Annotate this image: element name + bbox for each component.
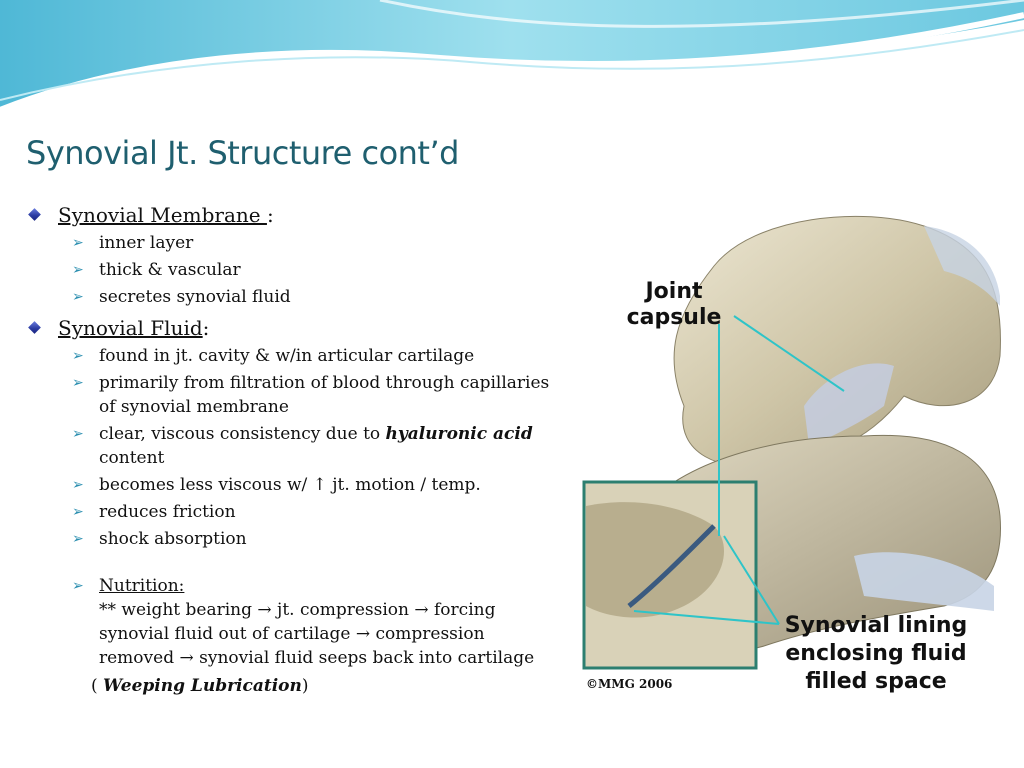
weeping-term: Weeping Lubrication — [103, 676, 302, 696]
label-joint: Joint — [645, 279, 703, 304]
arrow-bullet-icon: ➢ — [72, 426, 84, 442]
arrow-bullet-icon: ➢ — [72, 531, 84, 547]
weeping-lubrication: ( Weeping Lubrication) — [91, 676, 309, 696]
bullet-synovial-fluid — [28, 315, 558, 341]
slide-content — [28, 202, 558, 698]
membrane-heading: Synovial Membrane — [58, 203, 267, 227]
arrow-bullet-icon: ➢ — [72, 578, 84, 594]
arrow-bullet-icon: ➢ — [72, 375, 84, 391]
arrow-bullet-icon: ➢ — [72, 289, 84, 305]
list-item: ➢ secretes synovial fluid — [72, 287, 291, 307]
joint-illustration — [564, 206, 1018, 702]
list-item: ➢ reduces friction — [72, 502, 236, 522]
diamond-bullet-icon — [28, 208, 41, 221]
arrow-bullet-icon: ➢ — [72, 477, 84, 493]
list-item: ➢ primarily from filtration of blood through capillaries of synovial membrane — [72, 373, 550, 417]
list-item: ➢ inner layer — [72, 233, 194, 253]
list-item: ➢ becomes less viscous w/ ↑ jt. motion / temp. — [72, 475, 481, 495]
arrow-bullet-icon: ➢ — [72, 235, 84, 251]
arrow-bullet-icon: ➢ — [72, 504, 84, 520]
arrow-bullet-icon: ➢ — [72, 262, 84, 278]
fluid-colon: : — [202, 316, 210, 340]
list-item: ➢ found in jt. cavity & w/in articular cartilage — [72, 346, 475, 366]
bullet-synovial-membrane — [28, 202, 558, 228]
hyaluronic-acid-term: hyaluronic acid — [385, 424, 533, 444]
nutrition-item — [28, 574, 558, 598]
diamond-bullet-icon — [28, 321, 41, 334]
label-lining-2: enclosing fluid — [785, 641, 967, 666]
nutrition-text: ** weight bearing → jt. compression → forcing synovial fluid out of cartilage → compression removed → synovial fluid seeps back into cartilage — [99, 600, 535, 668]
list-item: ➢ clear, viscous consistency due to hyaluronic acid content — [72, 424, 533, 468]
fluid-heading: Synovial Fluid — [58, 316, 203, 340]
label-capsule: capsule — [626, 305, 722, 330]
arrow-bullet-icon: ➢ — [72, 348, 84, 364]
header-wave-decoration — [0, 0, 1024, 120]
copyright-text: ©MMG 2006 — [586, 677, 673, 691]
membrane-colon: : — [266, 203, 274, 227]
nutrition-label: Nutrition: — [99, 576, 185, 596]
list-item: ➢ shock absorption — [72, 529, 247, 549]
slide-title: Synovial Jt. Structure cont’d — [26, 134, 459, 172]
label-lining-1: Synovial lining — [784, 613, 968, 638]
label-lining-3: filled space — [805, 669, 947, 694]
list-item: ➢ thick & vascular — [72, 260, 241, 280]
